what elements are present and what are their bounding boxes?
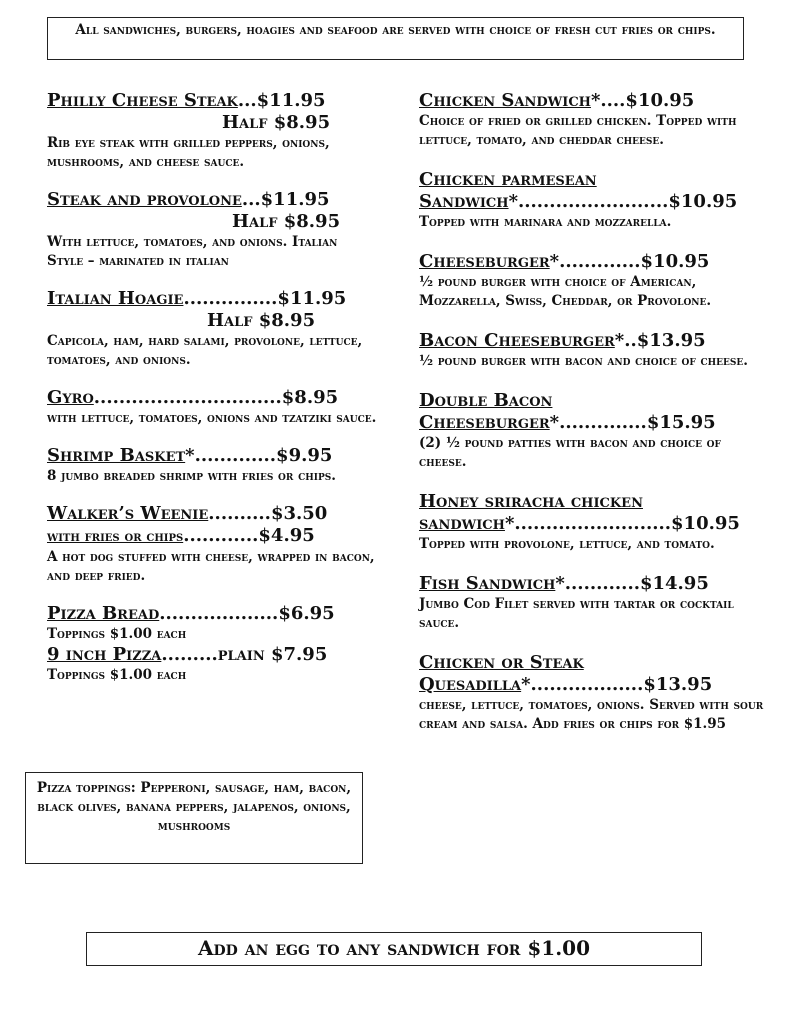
menu-item-pizza xyxy=(47,603,377,685)
pizza-bread-price: ...................$6.95 xyxy=(159,603,335,624)
item-description: Topped with provolone, lettuce, and tomato. xyxy=(419,536,715,552)
item-description: ½ pound burger with bacon and choice of cheese. xyxy=(419,353,748,369)
item-option-price: ............$4.95 xyxy=(183,525,315,546)
egg-addon-notice: Add an egg to any sandwich for $1.00 xyxy=(86,932,702,966)
item-description: With lettuce, tomatoes, and onions. Italian Style – marinated in italian xyxy=(47,234,338,269)
pizza-toppings-box: Pizza toppings: Pepperoni, sausage, ham, bacon, black olives, banana peppers, jalapenos, onions, mushrooms xyxy=(25,772,363,864)
item-price: *....$10.95 xyxy=(590,90,695,111)
item-option-name: with fries or chips xyxy=(47,529,184,545)
item-description: Topped with marinara and mozzarella. xyxy=(419,214,672,230)
item-price: ...$11.95 xyxy=(237,90,326,111)
item-name: Chicken parmesean xyxy=(419,169,597,190)
item-price: *.........................$10.95 xyxy=(504,513,740,534)
menu-item-quesadilla xyxy=(419,652,769,734)
item-price: ...$11.95 xyxy=(241,189,330,210)
menu-item-double-bacon xyxy=(419,390,769,472)
menu-item-gyro xyxy=(47,387,377,428)
item-description: Capicola, ham, hard salami, provolone, lettuce, tomatoes, and onions. xyxy=(47,333,363,368)
item-price: *..............$15.95 xyxy=(549,412,716,433)
item-price: ...............$11.95 xyxy=(183,288,347,309)
menu-item-chicken-sandwich xyxy=(419,90,769,150)
item-name: Cheeseburger xyxy=(419,251,550,272)
menu-item-bacon-cheeseburger xyxy=(419,330,769,371)
right-menu-column xyxy=(419,90,769,734)
item-name: Walker’s Weenie xyxy=(47,503,209,524)
half-price: Half $8.95 xyxy=(207,310,316,331)
item-name-cont: Cheeseburger xyxy=(419,412,550,433)
item-name: Honey sriracha chicken xyxy=(419,491,643,512)
menu-item-walkers-weenie xyxy=(47,503,377,586)
item-price: *............$14.95 xyxy=(555,573,709,594)
item-name: Gyro xyxy=(47,387,94,408)
item-description: ½ pound burger with choice of American, Mozzarella, Swiss, Cheddar, or Provolone. xyxy=(419,274,712,309)
pizza-toppings: Toppings $1.00 each xyxy=(47,667,187,683)
menu-item-fish-sandwich xyxy=(419,573,769,633)
item-description: with lettuce, tomatoes, onions and tzatziki sauce. xyxy=(47,410,377,426)
item-description: (2) ½ pound patties with bacon and choice of cheese. xyxy=(419,435,721,470)
item-name: Chicken Sandwich xyxy=(419,90,591,111)
item-name-cont: sandwich xyxy=(419,513,505,534)
pizza-name: 9 inch Pizza xyxy=(47,644,162,665)
item-price: *..$13.95 xyxy=(614,330,706,351)
item-description: 8 jumbo breaded shrimp with fries or chips. xyxy=(47,468,336,484)
menu-item-italian-hoagie xyxy=(47,288,377,370)
item-price: *........................$10.95 xyxy=(508,191,738,212)
item-name: Philly Cheese Steak xyxy=(47,90,238,111)
pizza-price: .........plain $7.95 xyxy=(161,644,328,665)
menu-item-philly xyxy=(47,90,377,172)
menu-item-cheeseburger xyxy=(419,251,769,311)
item-name: Italian Hoagie xyxy=(47,288,184,309)
menu-item-shrimp-basket xyxy=(47,445,377,486)
item-name: Chicken or Steak xyxy=(419,652,584,673)
item-price: *.............$10.95 xyxy=(549,251,710,272)
item-name-cont: Sandwich xyxy=(419,191,509,212)
half-price: Half $8.95 xyxy=(222,112,331,133)
item-price: *.............$9.95 xyxy=(185,445,333,466)
item-description: A hot dog stuffed with cheese, wrapped in bacon, and deep fried. xyxy=(47,549,375,584)
item-description: cheese, lettuce, tomatoes, onions. Served with sour cream and salsa. Add fries or chips for $1.95 xyxy=(419,697,764,732)
item-price: ..........$3.50 xyxy=(208,503,328,524)
menu-item-steak-provolone xyxy=(47,189,377,271)
item-description: Choice of fried or grilled chicken. Topped with lettuce, tomato, and cheddar cheese. xyxy=(419,113,737,148)
item-name: Fish Sandwich xyxy=(419,573,556,594)
item-name: Bacon Cheeseburger xyxy=(419,330,615,351)
item-price: *..................$13.95 xyxy=(521,674,713,695)
item-name: Shrimp Basket xyxy=(47,445,186,466)
menu-item-honey-sriracha xyxy=(419,491,769,554)
menu-item-chicken-parmesean xyxy=(419,169,769,232)
item-description: Jumbo Cod Filet served with tartar or cocktail sauce. xyxy=(419,596,734,631)
item-price: ..............................$8.95 xyxy=(93,387,339,408)
pizza-bread-toppings: Toppings $1.00 each xyxy=(47,626,187,642)
item-name: Double Bacon xyxy=(419,390,553,411)
left-menu-column xyxy=(47,90,377,685)
item-name: Steak and provolone xyxy=(47,189,242,210)
half-price: Half $8.95 xyxy=(232,211,341,232)
pizza-bread-name: Pizza Bread xyxy=(47,603,160,624)
item-name-cont: Quesadilla xyxy=(419,674,522,695)
served-with-notice: All sandwiches, burgers, hoagies and seafood are served with choice of fresh cut fries or chips. xyxy=(47,17,744,60)
item-description: Rib eye steak with grilled peppers, onions, mushrooms, and cheese sauce. xyxy=(47,135,330,170)
